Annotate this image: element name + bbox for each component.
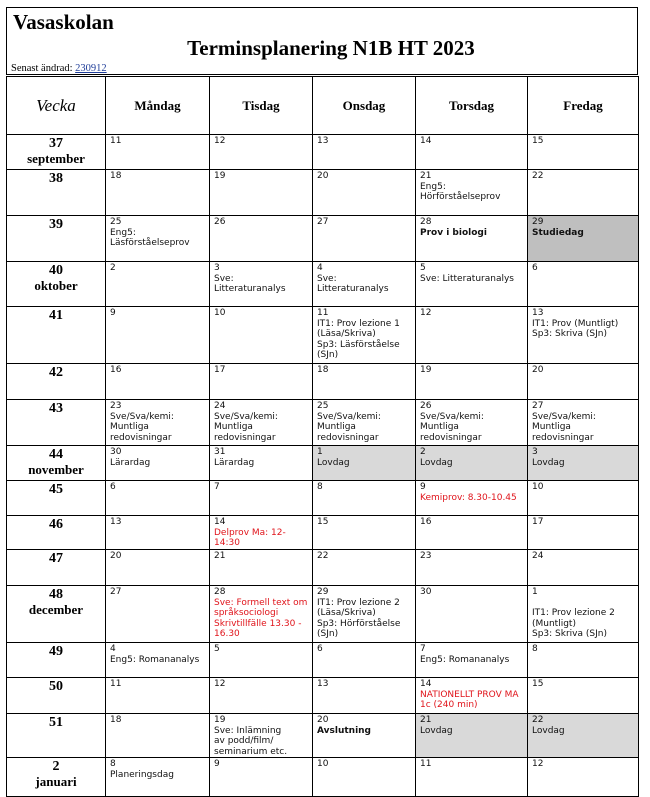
day-cell	[528, 758, 639, 797]
day-cell	[106, 481, 210, 516]
date-number: 13	[532, 308, 544, 318]
day-cell	[106, 678, 210, 714]
day-cell	[528, 643, 639, 678]
event-note: Studiedag	[532, 227, 584, 238]
event-note: IT1: Prov lezione 1	[317, 318, 400, 329]
table-row	[7, 481, 639, 516]
week-cell	[7, 678, 106, 714]
day-cell	[416, 714, 528, 758]
event-note: Sve/Sva/kemi:	[420, 411, 484, 422]
week-number: 39	[49, 217, 63, 232]
date-number: 1	[532, 587, 538, 597]
event-note: Prov i biologi	[420, 227, 487, 238]
event-note: av podd/film/	[214, 736, 274, 746]
event-note: Delprov Ma: 12-	[214, 527, 286, 538]
last-updated	[11, 63, 107, 74]
event-note: Skrivtillfälle 13.30 -	[214, 618, 302, 629]
date-number: 28	[420, 217, 432, 227]
event-note: Sp3: Hörförståelse	[317, 618, 401, 629]
day-cell	[210, 481, 313, 516]
day-cell	[313, 400, 416, 446]
event-note: Kemiprov: 8.30-10.45	[420, 492, 517, 503]
date-number: 13	[110, 517, 122, 527]
week-number: 37	[49, 136, 63, 151]
column-header-thursday: Torsdag	[416, 77, 528, 135]
date-number: 29	[317, 587, 329, 597]
day-cell	[106, 516, 210, 550]
table-row	[7, 307, 639, 364]
day-cell	[313, 586, 416, 643]
day-cell	[106, 550, 210, 586]
date-number: 2	[420, 447, 426, 457]
event-note: språksociologi	[214, 608, 279, 618]
event-note: Sve:	[214, 273, 234, 284]
event-note: Sp3: Skriva (SJn)	[532, 629, 607, 639]
event-note: redovisningar	[110, 432, 172, 443]
day-cell	[416, 364, 528, 400]
week-number: 38	[49, 171, 63, 186]
date-number: 22	[317, 551, 329, 561]
day-cell	[416, 400, 528, 446]
event-note: Lärardag	[110, 457, 151, 468]
event-note: Avslutning	[317, 725, 372, 736]
day-cell	[210, 262, 313, 307]
date-number: 22	[532, 715, 544, 725]
date-number: 18	[317, 365, 329, 375]
day-cell	[528, 216, 639, 262]
day-cell	[528, 586, 639, 643]
day-cell	[106, 216, 210, 262]
date-number: 9	[214, 759, 220, 769]
last-updated-date: 230912	[75, 63, 107, 74]
week-cell	[7, 758, 106, 797]
event-note: Sve/Sva/kemi:	[214, 411, 278, 422]
event-note: IT1: Prov lezione 2	[532, 608, 615, 618]
day-cell	[106, 364, 210, 400]
date-number: 20	[317, 171, 329, 181]
date-number: 5	[214, 644, 220, 654]
day-cell	[313, 170, 416, 216]
date-number: 12	[532, 759, 544, 769]
event-note: Eng5: Romananalys	[420, 654, 510, 665]
date-number: 6	[317, 644, 323, 654]
week-number: 43	[49, 401, 63, 416]
week-number: 42	[49, 365, 63, 380]
date-number: 21	[420, 715, 432, 725]
date-number: 5	[420, 263, 426, 273]
day-cell	[106, 714, 210, 758]
day-cell	[416, 678, 528, 714]
week-number: 45	[49, 482, 63, 497]
day-cell	[416, 758, 528, 797]
month-label: september	[27, 151, 85, 166]
date-number: 14	[214, 517, 226, 527]
day-cell	[210, 446, 313, 481]
week-cell	[7, 170, 106, 216]
date-number: 11	[420, 759, 432, 769]
date-number: 12	[214, 136, 226, 146]
day-cell	[528, 550, 639, 586]
page-title: Terminsplanering N1B HT 2023	[187, 36, 475, 60]
day-cell	[313, 216, 416, 262]
week-number: 47	[49, 551, 63, 566]
date-number: 18	[110, 715, 122, 725]
event-note: Eng5:	[110, 227, 136, 238]
week-cell	[7, 135, 106, 170]
month-label: december	[28, 602, 84, 617]
day-cell	[528, 678, 639, 714]
event-note: redovisningar	[214, 432, 276, 443]
date-number: 27	[532, 401, 544, 411]
date-number: 15	[532, 679, 544, 689]
day-cell	[313, 714, 416, 758]
day-cell	[210, 586, 313, 643]
table-row	[7, 262, 639, 307]
date-number: 13	[317, 136, 329, 146]
day-cell	[313, 516, 416, 550]
week-number: 49	[49, 644, 63, 659]
day-cell	[210, 550, 313, 586]
day-cell	[313, 678, 416, 714]
day-cell	[210, 170, 313, 216]
event-note: Muntliga	[317, 422, 356, 432]
date-number: 6	[532, 263, 538, 273]
date-number: 11	[110, 136, 122, 146]
date-number: 12	[420, 308, 432, 318]
event-note: (SJn)	[317, 350, 339, 360]
day-cell	[416, 481, 528, 516]
date-number: 10	[532, 482, 544, 492]
week-cell	[7, 550, 106, 586]
date-number: 28	[214, 587, 226, 597]
event-note: 16.30	[214, 629, 240, 639]
date-number: 7	[420, 644, 426, 654]
day-cell	[210, 216, 313, 262]
event-note: Sve: Inlämning	[214, 725, 282, 736]
table-row	[7, 170, 639, 216]
date-number: 16	[420, 517, 432, 527]
column-header-monday: Måndag	[106, 77, 210, 135]
day-cell	[313, 758, 416, 797]
week-cell	[7, 364, 106, 400]
schedule-table	[6, 76, 639, 797]
event-note: Muntliga	[420, 422, 459, 432]
date-number: 27	[110, 587, 122, 597]
date-number: 19	[214, 171, 226, 181]
date-number: 1	[317, 447, 323, 457]
event-note: Muntliga	[532, 422, 571, 432]
day-cell	[106, 135, 210, 170]
last-updated-label: Senast ändrad:	[11, 63, 73, 74]
event-note: Sve:	[317, 273, 337, 284]
date-number: 15	[532, 136, 544, 146]
date-number: 17	[214, 365, 226, 375]
week-cell	[7, 307, 106, 364]
day-cell	[416, 446, 528, 481]
event-note: seminarium etc.	[214, 746, 288, 757]
table-row	[7, 550, 639, 586]
event-note: (Läsa/Skriva)	[317, 329, 376, 339]
day-cell	[528, 135, 639, 170]
table-header-row	[7, 77, 639, 135]
date-number: 3	[532, 447, 538, 457]
date-number: 19	[214, 715, 226, 725]
event-note: Sve/Sva/kemi:	[532, 411, 596, 422]
table-row	[7, 216, 639, 262]
day-cell	[416, 135, 528, 170]
schedule-body	[7, 135, 639, 797]
date-number: 15	[317, 517, 329, 527]
document-header	[6, 7, 638, 75]
day-cell	[528, 364, 639, 400]
day-cell	[106, 262, 210, 307]
day-cell	[210, 516, 313, 550]
event-note: Sp3: Skriva (SJn)	[532, 329, 607, 339]
day-cell	[528, 400, 639, 446]
event-note: Eng5: Romananalys	[110, 654, 200, 665]
event-note: IT1: Prov (Muntligt)	[532, 318, 619, 329]
date-number: 25	[110, 217, 122, 227]
date-number: 4	[110, 644, 116, 654]
day-cell	[528, 170, 639, 216]
event-note: IT1: Prov lezione 2	[317, 597, 400, 608]
day-cell	[528, 307, 639, 364]
table-row	[7, 364, 639, 400]
event-note: 14:30	[214, 538, 240, 548]
event-note: Eng5:	[420, 181, 446, 192]
date-number: 24	[532, 551, 544, 561]
day-cell	[210, 307, 313, 364]
date-number: 11	[110, 679, 122, 689]
column-header-wednesday: Onsdag	[313, 77, 416, 135]
date-number: 8	[532, 644, 538, 654]
table-row	[7, 135, 639, 170]
day-cell	[210, 400, 313, 446]
table-row	[7, 516, 639, 550]
day-cell	[313, 643, 416, 678]
date-number: 8	[317, 482, 323, 492]
date-number: 7	[214, 482, 220, 492]
event-note: redovisningar	[532, 432, 594, 443]
week-number: 46	[49, 517, 63, 532]
table-row	[7, 758, 639, 797]
day-cell	[210, 758, 313, 797]
event-note: NATIONELLT PROV MA 1c (240 min)	[420, 689, 519, 710]
day-cell	[416, 516, 528, 550]
day-cell	[416, 643, 528, 678]
date-number: 23	[420, 551, 432, 561]
column-header-week: Vecka	[7, 77, 106, 135]
date-number: 27	[317, 217, 329, 227]
day-cell	[313, 364, 416, 400]
date-number: 20	[532, 365, 544, 375]
date-number: 17	[532, 517, 544, 527]
date-number: 8	[110, 759, 116, 769]
date-number: 22	[532, 171, 544, 181]
date-number: 20	[317, 715, 329, 725]
day-cell	[210, 643, 313, 678]
week-number: 51	[49, 715, 63, 730]
day-cell	[528, 516, 639, 550]
week-cell	[7, 400, 106, 446]
date-number: 2	[110, 263, 116, 273]
column-header-tuesday: Tisdag	[210, 77, 313, 135]
week-cell	[7, 714, 106, 758]
event-note: redovisningar	[317, 432, 379, 443]
date-number: 25	[317, 401, 329, 411]
date-number: 11	[317, 308, 329, 318]
date-number: 29	[532, 217, 544, 227]
day-cell	[106, 586, 210, 643]
day-cell	[528, 262, 639, 307]
week-number: 2	[52, 759, 60, 774]
date-number: 10	[214, 308, 226, 318]
event-note: Lovdag	[532, 725, 565, 736]
day-cell	[416, 170, 528, 216]
date-number: 9	[420, 482, 426, 492]
date-number: 30	[110, 447, 122, 457]
date-number: 31	[214, 447, 226, 457]
date-number: 16	[110, 365, 122, 375]
date-number: 6	[110, 482, 116, 492]
date-number: 21	[420, 171, 432, 181]
table-row	[7, 400, 639, 446]
week-cell	[7, 586, 106, 643]
date-number: 23	[110, 401, 122, 411]
day-cell	[210, 364, 313, 400]
week-cell	[7, 216, 106, 262]
month-label: november	[28, 462, 84, 477]
day-cell	[416, 216, 528, 262]
week-cell	[7, 262, 106, 307]
date-number: 14	[420, 136, 432, 146]
date-number: 10	[317, 759, 329, 769]
table-row	[7, 714, 639, 758]
table-row	[7, 678, 639, 714]
day-cell	[106, 307, 210, 364]
date-number: 24	[214, 401, 226, 411]
date-number: 30	[420, 587, 432, 597]
event-note: Lovdag	[420, 725, 453, 736]
event-note: Sp3: Läsförståelse	[317, 339, 400, 350]
date-number: 4	[317, 263, 323, 273]
date-number: 19	[420, 365, 432, 375]
week-cell	[7, 643, 106, 678]
day-cell	[313, 262, 416, 307]
event-note: Hörförståelseprov	[420, 192, 501, 202]
month-label: januari	[35, 774, 77, 789]
day-cell	[210, 135, 313, 170]
event-note: Litteraturanalys	[317, 284, 389, 294]
event-note: Lovdag	[317, 457, 350, 468]
week-number: 48	[49, 587, 63, 602]
day-cell	[313, 135, 416, 170]
event-note: Sve: Formell text om	[214, 597, 308, 608]
day-cell	[528, 481, 639, 516]
event-note: Sve/Sva/kemi:	[317, 411, 381, 422]
day-cell	[106, 758, 210, 797]
week-cell	[7, 516, 106, 550]
day-cell	[106, 643, 210, 678]
event-note	[532, 598, 638, 609]
event-note: Litteraturanalys	[214, 284, 286, 294]
week-cell	[7, 481, 106, 516]
week-number: 40	[49, 263, 63, 278]
day-cell	[416, 586, 528, 643]
day-cell	[313, 446, 416, 481]
table-row	[7, 586, 639, 643]
table-row	[7, 446, 639, 481]
week-number: 44	[49, 447, 63, 462]
event-note: Sve: Litteraturanalys	[420, 273, 514, 284]
date-number: 26	[214, 217, 226, 227]
day-cell	[416, 307, 528, 364]
event-note: Lovdag	[532, 457, 565, 468]
date-number: 12	[214, 679, 226, 689]
column-header-friday: Fredag	[528, 77, 639, 135]
day-cell	[313, 550, 416, 586]
event-note: Sve/Sva/kemi:	[110, 411, 174, 422]
day-cell	[106, 400, 210, 446]
month-label: oktober	[34, 278, 78, 293]
date-number: 20	[110, 551, 122, 561]
event-note: (Muntligt)	[532, 618, 576, 629]
event-note: Muntliga	[110, 422, 149, 432]
day-cell	[313, 307, 416, 364]
week-cell	[7, 446, 106, 481]
date-number: 3	[214, 263, 220, 273]
day-cell	[210, 714, 313, 758]
date-number: 18	[110, 171, 122, 181]
event-note: Lärardag	[214, 457, 255, 468]
school-name: Vasaskolan	[13, 10, 114, 34]
date-number: 21	[214, 551, 226, 561]
event-note: redovisningar	[420, 432, 482, 443]
table-row	[7, 643, 639, 678]
event-note: (SJn)	[317, 629, 339, 639]
date-number: 14	[420, 679, 432, 689]
date-number: 9	[110, 308, 116, 318]
day-cell	[210, 678, 313, 714]
date-number: 26	[420, 401, 432, 411]
event-note: Läsförståelseprov	[110, 238, 190, 248]
event-note: Planeringsdag	[110, 769, 174, 780]
day-cell	[416, 550, 528, 586]
event-note: Muntliga	[214, 422, 253, 432]
day-cell	[528, 714, 639, 758]
week-number: 50	[49, 679, 63, 694]
day-cell	[106, 446, 210, 481]
week-number: 41	[49, 308, 63, 323]
event-note: Lovdag	[420, 457, 453, 468]
day-cell	[528, 446, 639, 481]
day-cell	[313, 481, 416, 516]
event-note: (Läsa/Skriva)	[317, 608, 376, 618]
day-cell	[106, 170, 210, 216]
day-cell	[416, 262, 528, 307]
date-number: 13	[317, 679, 329, 689]
